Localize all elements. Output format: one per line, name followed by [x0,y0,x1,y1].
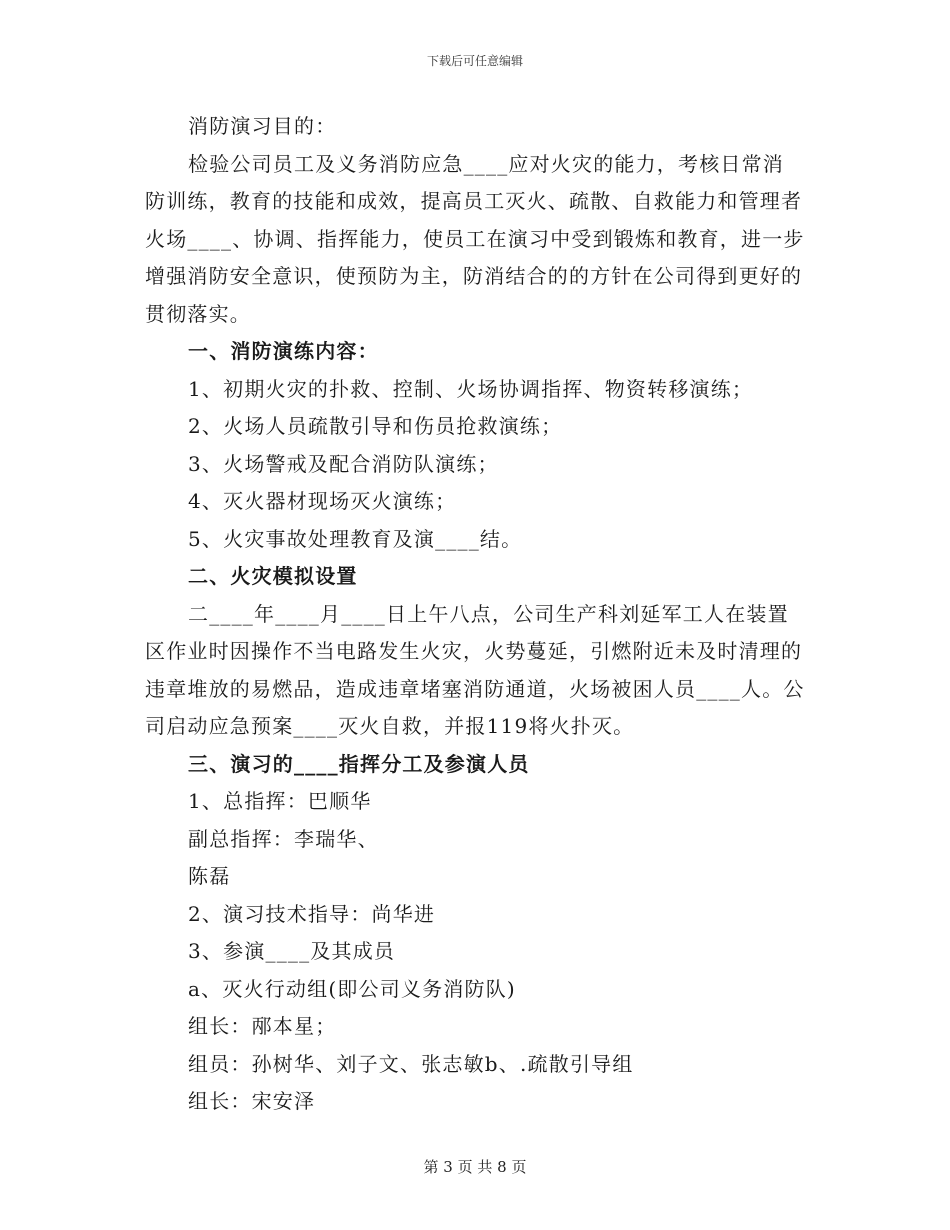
scenario-paragraph: 二____年____月____日上午八点，公司生产科刘延军工人在装置区作业时因操作不当电路发生火灾，火势蔓延，引燃附近未及时清理的违章堆放的易燃品，造成违章堵塞消防通道，火场被困人员____人。公司启动应急预案____灭火自救，并报119将火扑灭。 [145,601,805,738]
page-header: 下载后可任意编辑 [426,54,523,68]
list-item: 副总指挥：李瑞华、 [188,826,379,851]
page-footer: 第 3 页 共 8 页 [423,1158,527,1176]
list-item: 1、总指挥：巴顺华 [188,789,372,813]
section-1-heading: 一、消防演练内容： [188,339,379,363]
list-item: a、灭火行动组(即公司义务消防队) [188,976,516,1001]
list-item: 组员：孙树华、刘子文、张志敏b、.疏散引导组 [188,1051,634,1076]
purpose-paragraph: 检验公司员工及义务消防应急____应对火灾的能力，考核日常消防训练，教育的技能和成效，提高员工灭火、疏散、自救能力和管理者火场____、协调、指挥能力，使员工在演习中受到锻炼和教育，进一步增强消防安全意识，使预防为主，防消结合的的方针在公司得到更好的贯彻落实。 [145,151,805,326]
list-item: 2、演习技术指导：尚华进 [188,901,436,926]
list-item: 3、参演____及其成员 [188,939,396,963]
purpose-title: 消防演习目的： [188,114,337,138]
list-item: 2、火场人员疏散引导和伤员抢救演练； [188,414,563,438]
list-item: 组长：邴本星； [188,1014,337,1038]
section-3-heading: 三、演习的____指挥分工及参演人员 [188,751,530,776]
list-item: 组长：宋安泽 [188,1089,316,1113]
list-item: 陈磊 [188,864,231,888]
list-item: 4、灭火器材现场灭火演练； [188,489,457,513]
list-item: 1、初期火灾的扑救、控制、火场协调指挥、物资转移演练； [188,376,754,401]
document-body [145,108,805,1121]
list-item: 5、火灾事故处理教育及演____结。 [188,526,523,551]
list-item: 3、火场警戒及配合消防队演练； [188,451,499,476]
section-2-heading: 二、火灾模拟设置 [188,564,358,588]
